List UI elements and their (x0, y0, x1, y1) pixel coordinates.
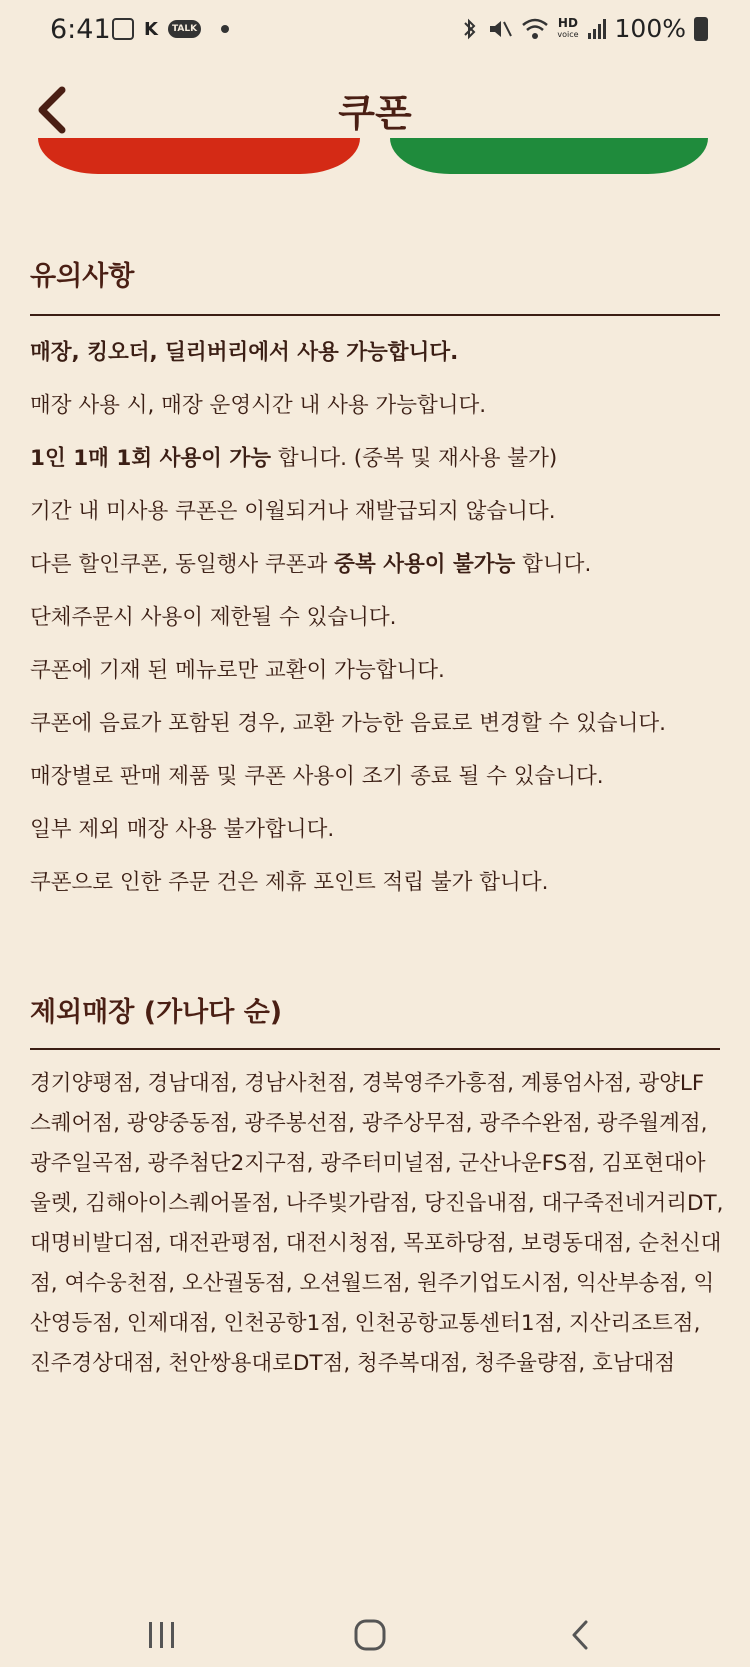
system-navbar (0, 1605, 750, 1667)
notice-text: 다른 할인쿠폰, 동일행사 쿠폰과 (30, 552, 335, 577)
recent-apps-icon (146, 1620, 178, 1650)
notice-item (30, 444, 720, 497)
excluded-divider (30, 1048, 720, 1050)
notice-item: 단체주문시 사용이 제한될 수 있습니다. (30, 605, 397, 630)
notice-list (30, 338, 720, 921)
notice-item: 쿠폰에 기재 된 메뉴로만 교환이 가능합니다. (30, 658, 445, 683)
bluetooth-icon (461, 17, 479, 41)
notice-item: 매장별로 판매 제품 및 쿠폰 사용이 조기 종료 될 수 있습니다. (30, 764, 604, 789)
home-icon (353, 1618, 387, 1652)
notice-title: 유의사항 (30, 261, 135, 292)
wifi-icon (521, 17, 549, 41)
coupon-action-left[interactable] (38, 138, 360, 174)
mute-icon (487, 17, 513, 41)
notice-item: 매장, 킹오더, 딜리버리에서 사용 가능합니다. (30, 340, 459, 365)
kakaotalk-icon: TALK (168, 20, 201, 38)
recent-apps-button[interactable] (122, 1605, 202, 1665)
notice-emphasis: 중복 사용이 불가능 (334, 552, 516, 577)
signal-icon (587, 17, 607, 41)
notice-item: 쿠폰에 음료가 포함된 경우, 교환 가능한 음료로 변경할 수 있습니다. (30, 711, 666, 736)
notice-item: 일부 제외 매장 사용 불가합니다. (30, 817, 335, 842)
gallery-icon (112, 18, 134, 40)
notice-emphasis: 1인 1매 1회 사용이 가능 (30, 446, 271, 471)
excluded-stores-title: 제외매장 (가나다 순) (30, 997, 283, 1028)
page-title: 쿠폰 (338, 91, 412, 135)
hd-voice-icon: HD voice (557, 15, 579, 39)
battery-percent: 100% (614, 14, 686, 43)
notification-icons (112, 18, 229, 40)
notice-divider (30, 314, 720, 316)
app-notification-icon: K (144, 18, 158, 40)
excluded-stores-list: 경기양평점, 경남대점, 경남사천점, 경북영주가흥점, 계룡엄사점, 광양LF스퀘어점, 광양중동점, 광주봉선점, 광주상무점, 광주수완점, 광주월계점, 광주일곡점, 광주첨단2지구점, 광주터미널점, 군산나운FS점, 김포현대아울렛, 김해아이스퀘어몰점, 나주빛가람점, 당진읍내점, 대구죽전네거리DT, 대명비발디점, 대전관평점, 대전시청점, 목포하당점, 보령동대점, 순천신대점, 여수웅천점, 오산궐동점, 오션월드점, 원주기업도시점, 익산부송점, 익산영등점, 인제대점, 인천공항1점, 인천공항교통센터1점, 지산리조트점, 진주경상대점, 천안쌍용대로DT점, 청주복대점, 청주율량점, 호남대점 (30, 1071, 724, 1376)
status-time: 6:41 (50, 14, 111, 45)
nav-back-button[interactable] (540, 1605, 620, 1665)
status-bar (0, 0, 750, 62)
notice-text: 합니다. (515, 552, 592, 577)
notice-item: 매장 사용 시, 매장 운영시간 내 사용 가능합니다. (30, 393, 487, 418)
more-notifications-icon (221, 25, 229, 33)
notice-item: 기간 내 미사용 쿠폰은 이월되거나 재발급되지 않습니다. (30, 499, 556, 524)
notice-item: 쿠폰으로 인한 주문 건은 제휴 포인트 적립 불가 합니다. (30, 870, 549, 895)
notice-text: 합니다. (중복 및 재사용 불가) (270, 446, 558, 471)
home-button[interactable] (330, 1605, 410, 1665)
coupon-action-right[interactable] (390, 138, 708, 174)
battery-icon (694, 17, 708, 41)
notice-item (30, 550, 720, 603)
system-icons (461, 14, 708, 43)
back-icon (568, 1618, 592, 1652)
